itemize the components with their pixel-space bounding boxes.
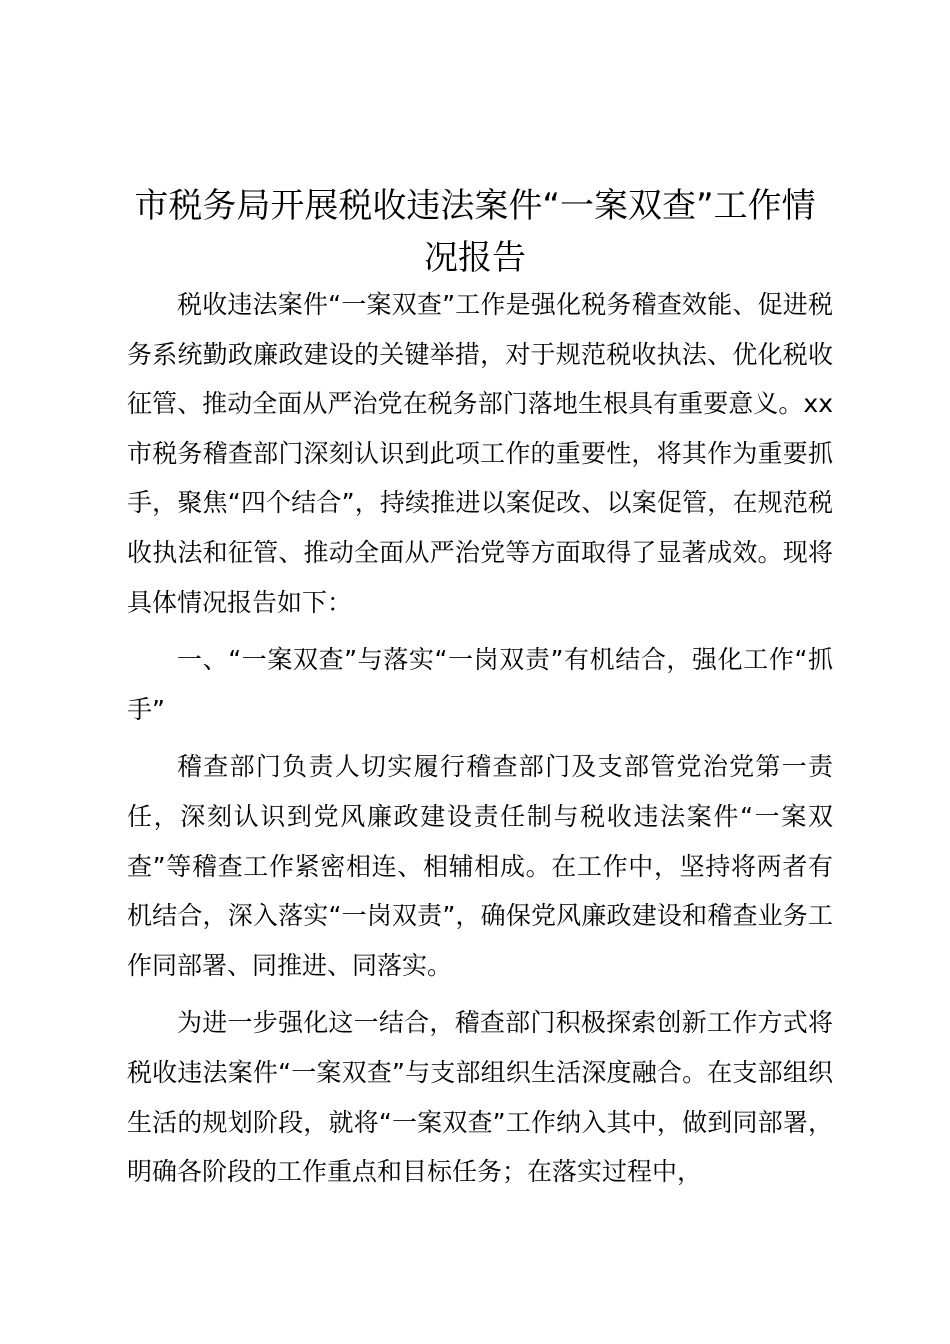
section-heading: 一、“一案双查”与落实“一岗双责”有机结合，强化工作“抓手”	[127, 645, 833, 724]
body-paragraph: 稽查部门负责人切实履行稽查部门及支部管党治党第一责任，深刻认识到党风廉政建设责任制与税收违法案件“一案双查”等稽查工作紧密相连、相辅相成。在工作中，坚持将两者有机结合，深入落实“一岗双责”，确保党风廉政建设和稽查业务工作同部署、同推进、同落实。	[127, 752, 833, 980]
body-paragraph: 为进一步强化这一结合，稽查部门积极探索创新工作方式将税收违法案件“一案双查”与支部组织生活深度融合。在支部组织生活的规划阶段，就将“一案双查”工作纳入其中，做到同部署，明确各阶段的工作重点和目标任务；在落实过程中，	[127, 1008, 833, 1187]
document-title: 市税务局开展税收违法案件“一案双查”工作情况报告	[134, 186, 816, 278]
document-body	[127, 280, 833, 1197]
intro-paragraph: 税收违法案件“一案双查”工作是强化税务稽查效能、促进税务系统勤政廉政建设的关键举措，对于规范税收执法、优化税收征管、推动全面从严治党在税务部门落地生根具有重要意义。xx市税务稽查部门深刻认识到此项工作的重要性，将其作为重要抓手，聚焦“四个结合”，持续推进以案促改、以案促管，在规范税收执法和征管、推动全面从严治党等方面取得了显著成效。现将具体情况报告如下：	[127, 290, 833, 617]
